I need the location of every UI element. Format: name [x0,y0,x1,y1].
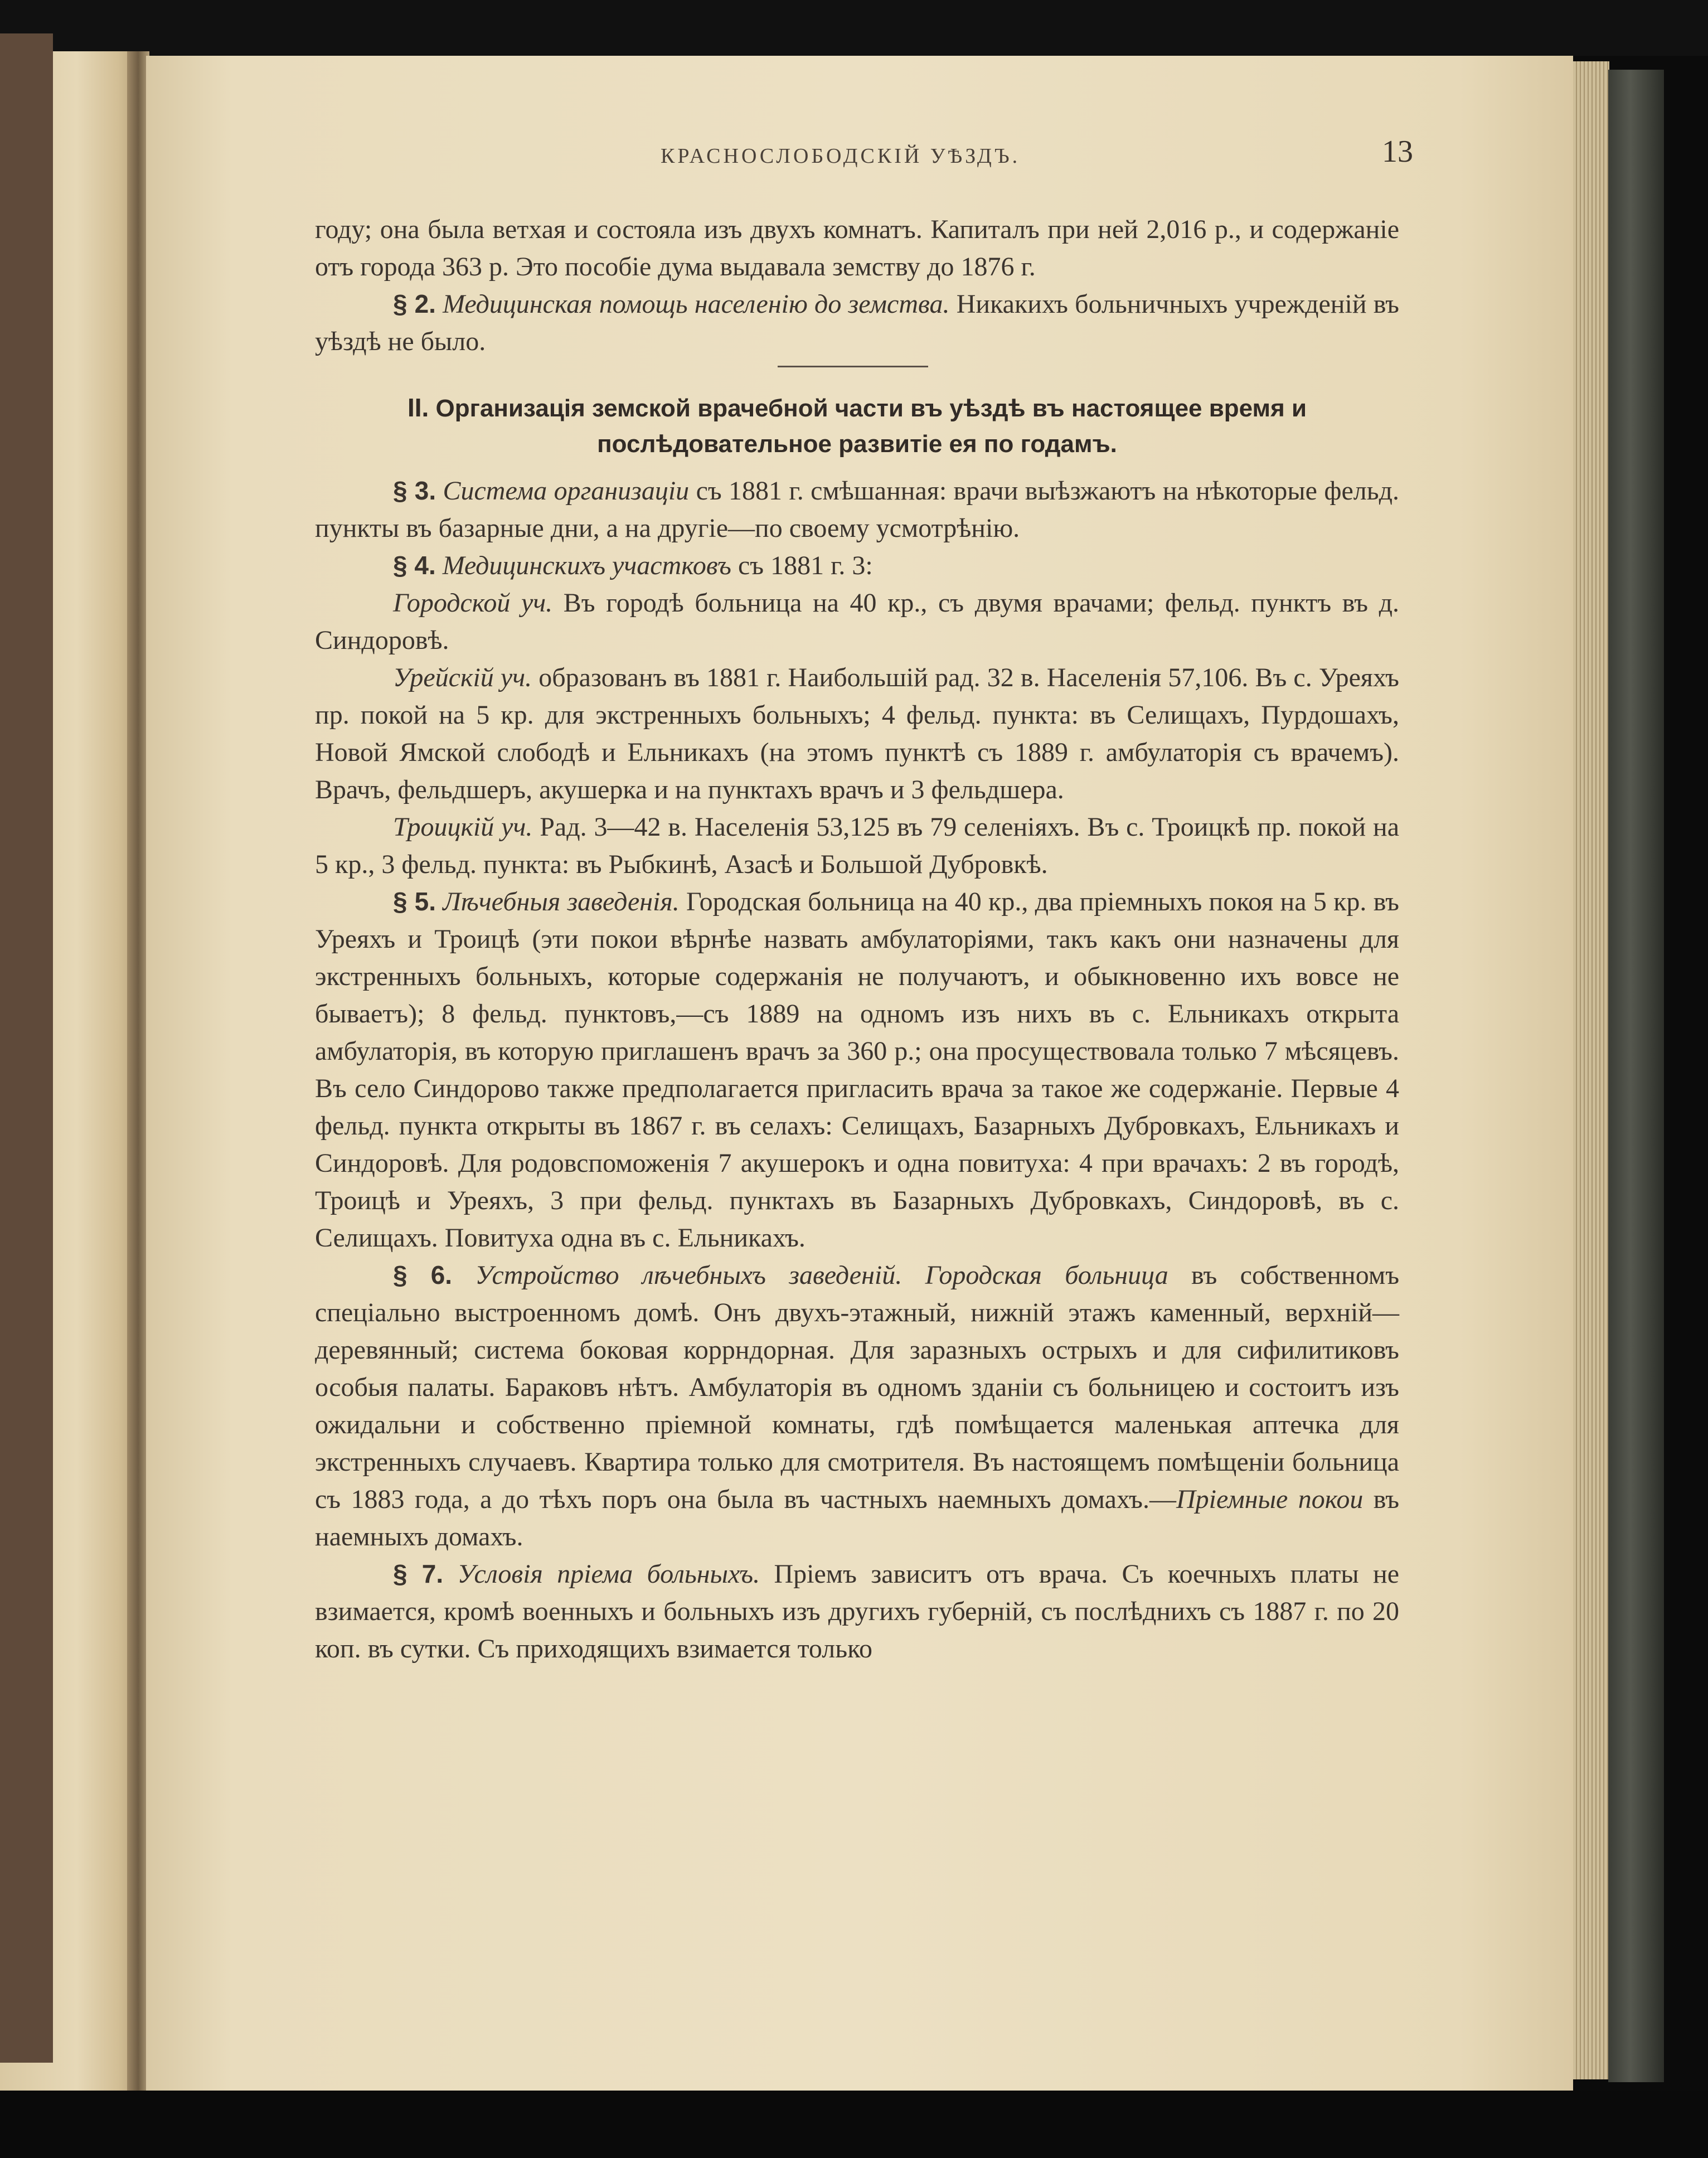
chapter-heading-number: II. [407,393,429,422]
section-4-sign: § 4. [393,551,436,580]
district-city-title: Городской уч. [393,588,553,618]
section-6-subtitle: Городская больница [925,1260,1168,1290]
intro-paragraph: году; она была ветхая и состояла изъ двухъ комнатъ. Капиталъ при ней 2,016 р., и содержаніе отъ города 363 р. Это пособіе дума выдавала земству до 1876 г. [315,215,1399,282]
section-3-text: съ 1881 г. смѣшанная: врачи выѣзжаютъ на нѣкоторые фельд. пункты въ базарные дни, а на другіе—по своему усмотрѣнію. [315,476,1400,543]
section-6-subtitle-2: Пріемные покои [1176,1485,1364,1514]
chapter-heading [315,390,1399,462]
book-cover-edge [1608,70,1664,2082]
section-5-text: Городская больница на 40 кр., два пріемныхъ покоя на 5 кр. въ Уреяхъ и Троицѣ (эти покои вѣрнѣе назвать амбулаторіями, такъ какъ они назначены для экстренныхъ больныхъ, которые содержанія не получаютъ, и обыкновенно ихъ вовсе не бываетъ); 8 фельд. пунктовъ,—съ 1889 на одномъ изъ нихъ въ с. Ельникахъ открыта амбулаторія, въ которую приглашенъ врачъ за 360 р.; она просуществовала только 7 мѣсяцевъ. Въ село Синдорово также предполагается пригласить врача за такое же содержаніе. Первые 4 фельд. пункта открыты въ 1867 г. въ селахъ: Селищахъ, Базарныхъ Дубровкахъ, Ельникахъ и Синдоровѣ. Для родовспоможенія 7 акушерокъ и одна повитуха: 4 при врачахъ: 2 въ городѣ, Троицѣ и Уреяхъ, 3 при фельд. пунктахъ въ Базарныхъ Дубровкахъ, Синдоровѣ, въ с. Селищахъ. Повитуха одна въ с. Ельникахъ. [315,887,1400,1253]
section-6 [315,1257,1399,1555]
section-3 [315,472,1399,547]
page-number: 13 [1382,134,1413,169]
section-7-sign: § 7. [393,1559,444,1588]
district-city [315,584,1399,659]
page-text [315,211,1399,1667]
section-7 [315,1555,1399,1667]
district-ureya-text: образованъ въ 1881 г. Наибольшій рад. 32 в. Населенія 57,106. Въ с. Уреяхъ пр. покой на 5 кр. для экстренныхъ больныхъ; 4 фельд. пункта: въ Селищахъ, Пурдошахъ, Новой Ямской слободѣ и Ельникахъ (на этомъ пунктѣ съ 1889 г. амбулаторія съ врачемъ). Врачъ, фельдшеръ, акушерка и на пунктахъ врачъ и 3 фельдшера. [315,663,1400,804]
section-7-title: Условія пріема больныхъ. [457,1559,760,1589]
section-2-sign: § 2. [393,289,436,318]
district-ureya [315,659,1399,808]
section-6-text-2: въ наемныхъ домахъ. [315,1485,1400,1551]
section-2 [315,285,1399,360]
section-5-sign: § 5. [393,887,436,916]
section-4 [315,547,1399,584]
chapter-heading-text: Организація земской врачебной части въ уѣздѣ въ настоящее время и послѣдовательное развитіе ея по годамъ. [435,395,1307,458]
section-5-title: Лѣчебныя заведенія. [443,887,680,916]
running-head: КРАСНОСЛОБОДСКІЙ УѢЗДЪ. [661,144,1021,168]
section-4-text: съ 1881 г. 3: [737,551,873,580]
section-5 [315,883,1399,1257]
section-3-sign: § 3. [393,476,436,505]
section-3-title: Система организаціи [443,476,690,506]
district-troitsk-text: Рад. 3—42 в. Населенія 53,125 въ 79 селеніяхъ. Въ с. Троицкѣ пр. покой на 5 кр., 3 фельд. пункта: въ Рыбкинѣ, Азасѣ и Большой Дубровкѣ. [315,812,1399,879]
section-2-text: Никакихъ больничныхъ учрежденій въ уѣздѣ не было. [315,289,1400,356]
left-cover-strip [0,33,53,2063]
district-troitsk-title: Троицкій уч. [393,812,533,842]
district-troitsk [315,808,1399,883]
section-4-title: Медицинскихъ участковъ [442,551,731,580]
district-city-text: Въ городѣ больница на 40 кр., съ двумя врачами; фельд. пунктъ въ д. Синдоровѣ. [315,588,1400,655]
section-6-sign: § 6. [393,1260,453,1289]
section-6-title: Устройство лѣчебныхъ заведеній. [475,1260,902,1290]
section-divider [778,366,928,367]
page-edges [1573,61,1609,2079]
scanner-top-background [0,0,1708,56]
section-6-text: въ собственномъ спеціально выстроенномъ домѣ. Онъ двухъ-этажный, нижній этажъ каменный, верхній—деревянный; система боковая коррндорная. Для заразныхъ острыхъ и для сифилитиковъ особыя палаты. Бараковъ нѣтъ. Амбулаторія въ одномъ зданіи съ больницею и состоитъ изъ ожидальни и собственно пріемной комнаты, гдѣ помѣщается маленькая аптечка для экстренныхъ случаевъ. Квартира только для смотрителя. Въ настоящемъ помѣщеніи больница съ 1883 года, а до тѣхъ поръ она была въ частныхъ наемныхъ домахъ.— [315,1260,1400,1514]
scanner-bottom-background [0,2091,1708,2158]
district-ureya-title: Урейскій уч. [393,663,532,692]
section-7-text: Пріемъ зависитъ отъ врача. Съ коечныхъ платы не взимается, кромѣ военныхъ и больныхъ изъ другихъ губерній, съ послѣднихъ съ 1887 г. по 20 коп. въ сутки. Съ приходящихъ взимается только [315,1559,1400,1664]
section-2-title: Медицинская помощь населенію до земства. [443,289,950,319]
